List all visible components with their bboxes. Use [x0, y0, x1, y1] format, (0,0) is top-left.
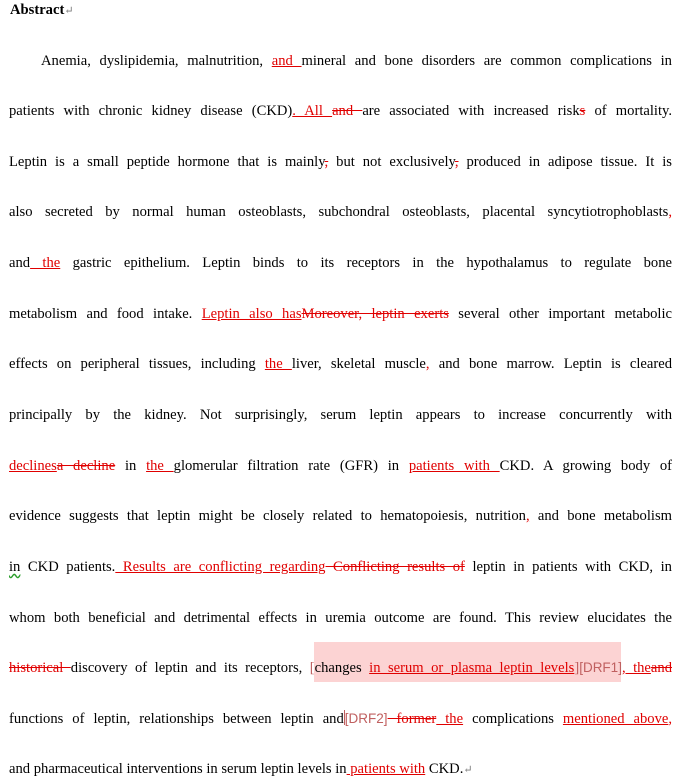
inserted-text: declines: [9, 458, 57, 474]
deleted-text: Moreover, leptin exerts: [301, 306, 449, 322]
text-run: CKD.: [425, 761, 464, 777]
spelling-flag: in: [9, 559, 21, 575]
inserted-text: , the: [621, 660, 651, 676]
text-run: changes: [314, 660, 370, 676]
text-line[interactable]: [9, 305, 672, 323]
paragraph-mark-icon: ↵: [463, 764, 473, 776]
text-line[interactable]: [9, 609, 672, 627]
text-line[interactable]: [9, 659, 672, 677]
comment-bracket: [: [309, 660, 315, 676]
text-line[interactable]: [9, 153, 672, 171]
inserted-text: patients with: [346, 761, 426, 777]
text-run: functions of leptin, relationships between leptin and: [9, 711, 344, 727]
text-run: liver, skeletal muscle: [291, 356, 426, 372]
deleted-text: s: [579, 103, 586, 119]
inserted-text: . All: [292, 103, 333, 119]
text-run: and bone metabolism: [529, 508, 672, 524]
inserted-text: Leptin also has: [201, 306, 302, 322]
deleted-text: Conflicting results of: [325, 559, 465, 575]
text-run: discovery of leptin and its receptors,: [70, 660, 310, 676]
text-run: patients with chronic kidney disease (CKD): [9, 103, 293, 119]
text-line[interactable]: [9, 254, 672, 272]
text-run: Leptin is a small peptide hormone that is mainly: [9, 154, 325, 170]
text-run: glomerular filtration rate (GFR) in: [173, 458, 409, 474]
text-run: CKD patients.: [20, 559, 116, 575]
text-run: gastric epithelium. Leptin binds to its receptors in the hypothalamus to regulate bone: [60, 255, 672, 271]
inserted-text: and: [271, 53, 302, 69]
text-run: but not exclusively: [328, 154, 455, 170]
inserted-text: patients with: [408, 458, 500, 474]
inserted-text: mentioned above: [562, 711, 669, 727]
inserted-text: Results are conflicting regarding: [115, 559, 326, 575]
inserted-text: the: [30, 255, 61, 271]
inserted-text: in serum or plasma leptin levels: [369, 660, 575, 676]
text-run: leptin in patients with CKD, in: [464, 559, 672, 575]
text-run: produced in adipose tissue. It is: [458, 154, 672, 170]
inserted-text: ,: [668, 204, 672, 220]
text-line[interactable]: [9, 710, 672, 728]
text-run: evidence suggests that leptin might be closely related to hematopoiesis, nutrition: [9, 508, 526, 524]
deleted-text: historical: [9, 660, 71, 676]
text-run: several other important metabolic: [448, 306, 673, 322]
text-run: also secreted by normal human osteoblasts, subchondral osteoblasts, placental syncytiotrophoblasts: [9, 204, 669, 220]
inserted-text: the: [146, 458, 174, 474]
text-run: complications: [463, 711, 563, 727]
text-run: whom both beneficial and detrimental effects in uremia outcome are found. This review elucidates the: [9, 610, 672, 626]
paragraph-mark-icon: ↵: [64, 5, 74, 17]
comment-marker[interactable]: [DRF1]: [579, 660, 622, 675]
text-run: effects on peripheral tissues, including: [9, 356, 265, 372]
deleted-text: ,: [454, 154, 459, 170]
text-line[interactable]: [9, 355, 672, 373]
text-run: in: [115, 458, 147, 474]
text-run: Anemia, dyslipidemia, malnutrition,: [41, 53, 272, 69]
text-line[interactable]: [9, 406, 672, 424]
text-line[interactable]: [9, 102, 672, 120]
text-run: mineral and bone disorders are common complications in: [301, 53, 672, 69]
text-run: principally by the kidney. Not surprisingly, serum leptin appears to increase concurrently with: [9, 407, 672, 423]
text-run: and: [9, 255, 31, 271]
inserted-text: the: [264, 356, 292, 372]
text-run: and pharmaceutical interventions in serum leptin levels in: [9, 761, 347, 777]
inserted-text: ,: [425, 356, 430, 372]
deleted-text: a decline: [56, 458, 116, 474]
deleted-text: former: [387, 711, 437, 727]
abstract-heading: Abstract↵: [10, 2, 74, 18]
text-run: are associated with increased risk: [362, 103, 580, 119]
deleted-text: ,: [324, 154, 329, 170]
text-line[interactable]: [9, 507, 672, 525]
text-line[interactable]: [41, 52, 672, 70]
text-run: metabolism and food intake.: [9, 306, 202, 322]
deleted-text: and: [650, 660, 672, 676]
text-line[interactable]: [9, 760, 672, 779]
text-line[interactable]: [9, 558, 672, 576]
inserted-text: ,: [525, 508, 530, 524]
text-line[interactable]: [9, 457, 672, 475]
comment-marker[interactable]: [DRF2]: [344, 711, 388, 726]
inserted-text: ,: [668, 711, 673, 727]
text-run: CKD. A growing body of: [499, 458, 673, 474]
deleted-text: and: [332, 103, 363, 119]
comment-bracket: ]: [574, 660, 580, 676]
text-run: and bone marrow. Leptin is cleared: [429, 356, 673, 372]
inserted-text: the: [436, 711, 464, 727]
text-line[interactable]: [9, 203, 672, 221]
text-run: of mortality.: [585, 103, 673, 119]
